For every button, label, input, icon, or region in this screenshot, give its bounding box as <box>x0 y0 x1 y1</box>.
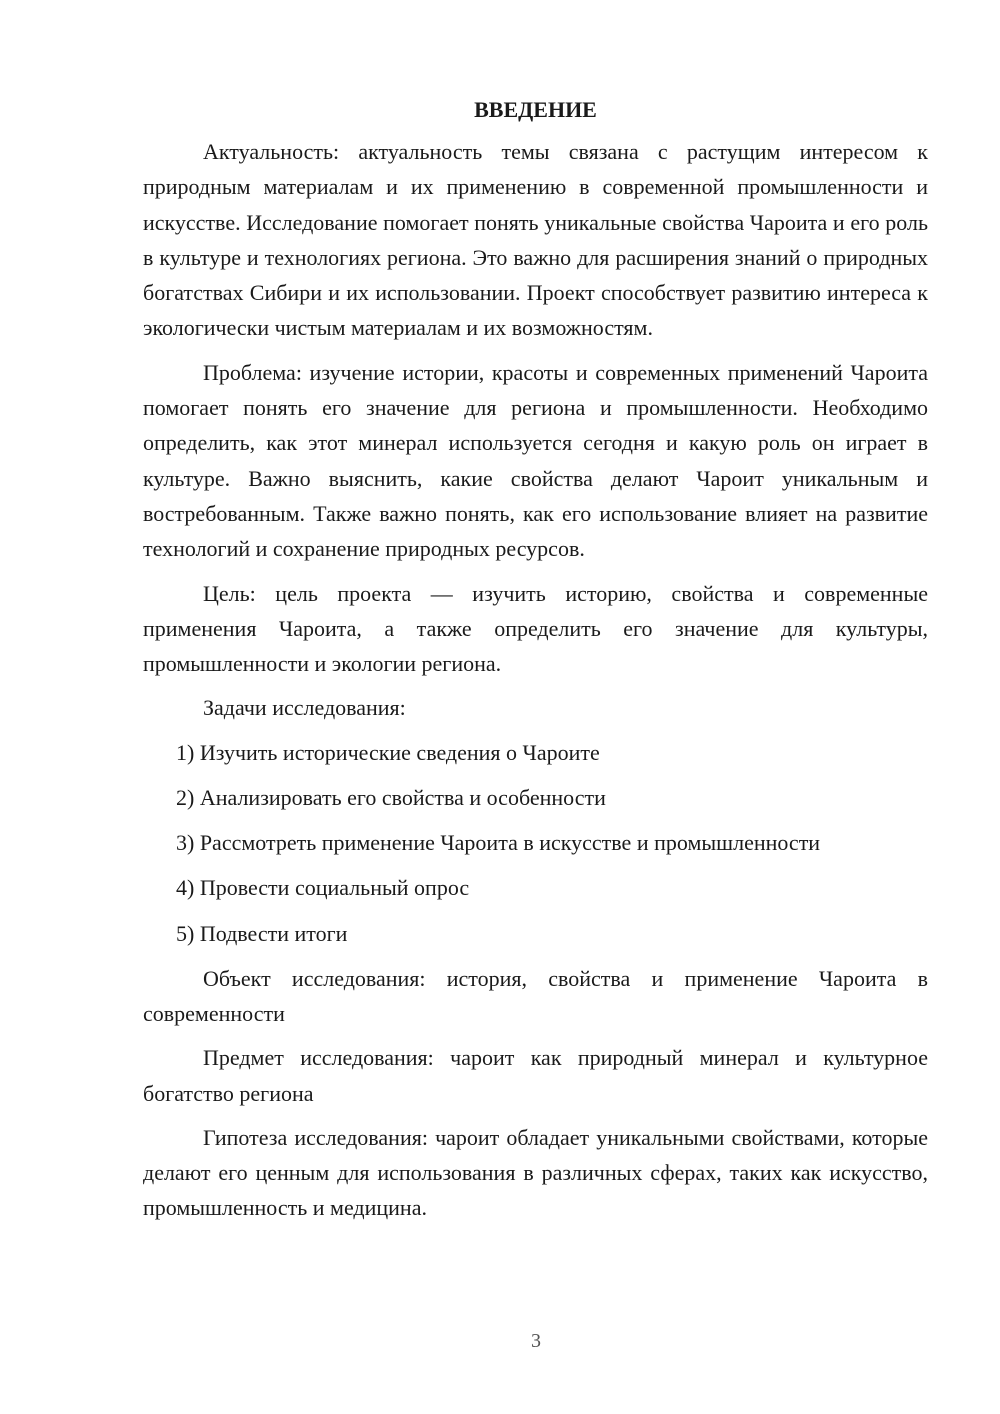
problem-paragraph: Проблема: изучение истории, красоты и современных применений Чароита помогает понять его значение для региона и промышленности. Необходимо определить, как этот минерал используется сегодня и какую роль он играет в культуре. Важно выяснить, какие свойства делают Чароит уникальным и востребованным. Также важно понять, как его использование влияет на развитие технологий и сохранение природных ресурсов. <box>143 359 928 562</box>
list-item: 5) Подвести итоги <box>176 920 348 946</box>
object-paragraph: Объект исследования: история, свойства и применение Чароита в современности <box>143 965 928 1026</box>
goal-paragraph: Цель: цель проекта — изучить историю, свойства и современные применения Чароита, а также определить его значение для культуры, промышленности и экологии региона. <box>143 580 928 677</box>
relevance-paragraph: Актуальность: актуальность темы связана с растущим интересом к природным материалам и их применению в современной промышленности и искусстве. Исследование помогает понять уникальные свойства Чароита и его роль в культуре и технологиях региона. Это важно для расширения знаний о природных богатствах Сибири и их использовании. Проект способствует развитию интереса к экологически чистым материалам и их возможностям. <box>143 139 928 341</box>
page-number: 3 <box>531 1330 541 1352</box>
hypothesis-paragraph: Гипотеза исследования: чароит обладает уникальными свойствами, которые делают его ценным для использования в различных сферах, таких как искусство, промышленность и медицина. <box>143 1124 928 1221</box>
section-title: ВВЕДЕНИЕ <box>474 97 597 122</box>
list-item: 4) Провести социальный опрос <box>176 875 470 901</box>
tasks-list <box>143 735 928 951</box>
tasks-heading: Задачи исследования: <box>203 695 406 721</box>
subject-paragraph: Предмет исследования: чароит как природный минерал и культурное богатство региона <box>143 1045 928 1106</box>
document-page <box>143 92 928 1235</box>
list-item: 3) Рассмотреть применение Чароита в искусстве и промышленности <box>176 830 821 856</box>
list-item: 1) Изучить исторические сведения о Чароите <box>176 739 600 765</box>
list-item: 2) Анализировать его свойства и особенности <box>176 784 606 810</box>
